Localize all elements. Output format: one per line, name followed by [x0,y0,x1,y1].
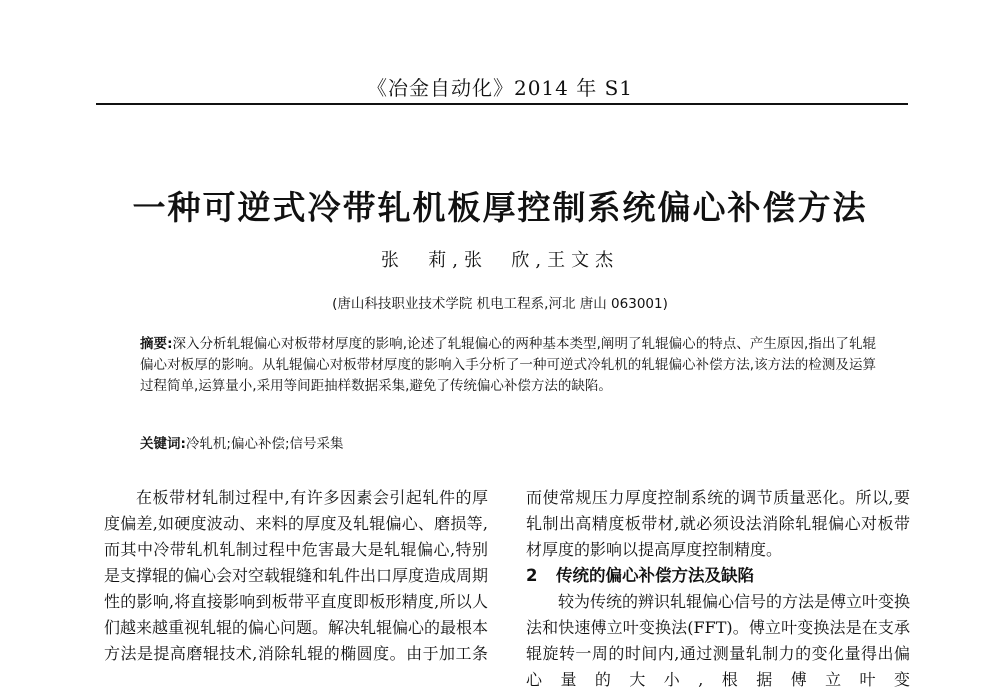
section-number: 2 [526,566,538,585]
section-title: 传统的偏心补偿方法及缺陷 [556,566,754,585]
journal-running-head: 《冶金自动化》2014 年 S1 [366,76,634,100]
body-paragraph-intro: 在板带材轧制过程中,有许多因素会引起轧件的厚度偏差,如硬度波动、来料的厚度及轧辊偏心、磨损等,而其中冷带轧机轧制过程中危害最大是轧辊偏心,特别是支撑辊的偏心会对空载辊缝和轧件出口厚度造成周期性的影响,将直接影响到板带平直度即板形精度,所以人们越来越重视轧辊的偏心问题。解决轧辊偏心的最根本方法是提高磨辊技术,消除轧辊的椭圆度。由于加工条 [104,488,489,663]
section-heading [526,563,910,589]
body-paragraph-section2: 较为传统的辨识轧辊偏心信号的方法是傅立叶变换法和快速傅立叶变换法(FFT)。傅立叶变换法是在支承辊旋转一周的时间内,通过测量轧制力的变化量得出偏心量的大小,根据傅立叶变 [526,592,911,689]
header-rule [96,103,908,105]
body-column-left [104,485,488,667]
body-paragraph-continuation: 而使常规压力厚度控制系统的调节质量恶化。所以,要轧制出高精度板带材,就必须设法消除轧辊偏心对板带材厚度的影响以提高厚度控制精度。 [526,488,910,559]
keywords-label: 关键词: [140,436,186,452]
abstract-text: 深入分析轧辊偏心对板带材厚度的影响,论述了轧辊偏心的两种基本类型,阐明了轧辊偏心的特点、产生原因,指出了轧辊偏心对板厚的影响。从轧辊偏心对板带材厚度的影响入手分析了一种可逆式冷轧机的轧辊偏心补偿方法,该方法的检测及运算过程简单,运算量小,采用等间距抽样数据采集,避免了传统偏心补偿方法的缺陷。 [140,336,876,394]
keywords-text: 冷轧机;偏心补偿;信号采集 [185,436,344,452]
affiliation: (唐山科技职业技术学院 机电工程系,河北 唐山 063001) [332,296,668,312]
keywords [140,432,876,452]
abstract [140,334,876,397]
paper-title: 一种可逆式冷带轧机板厚控制系统偏心补偿方法 [132,188,868,227]
authors: 张 莉,张 欣,王文杰 [380,250,620,271]
body-column-right [526,485,910,693]
abstract-label: 摘要: [140,336,173,352]
